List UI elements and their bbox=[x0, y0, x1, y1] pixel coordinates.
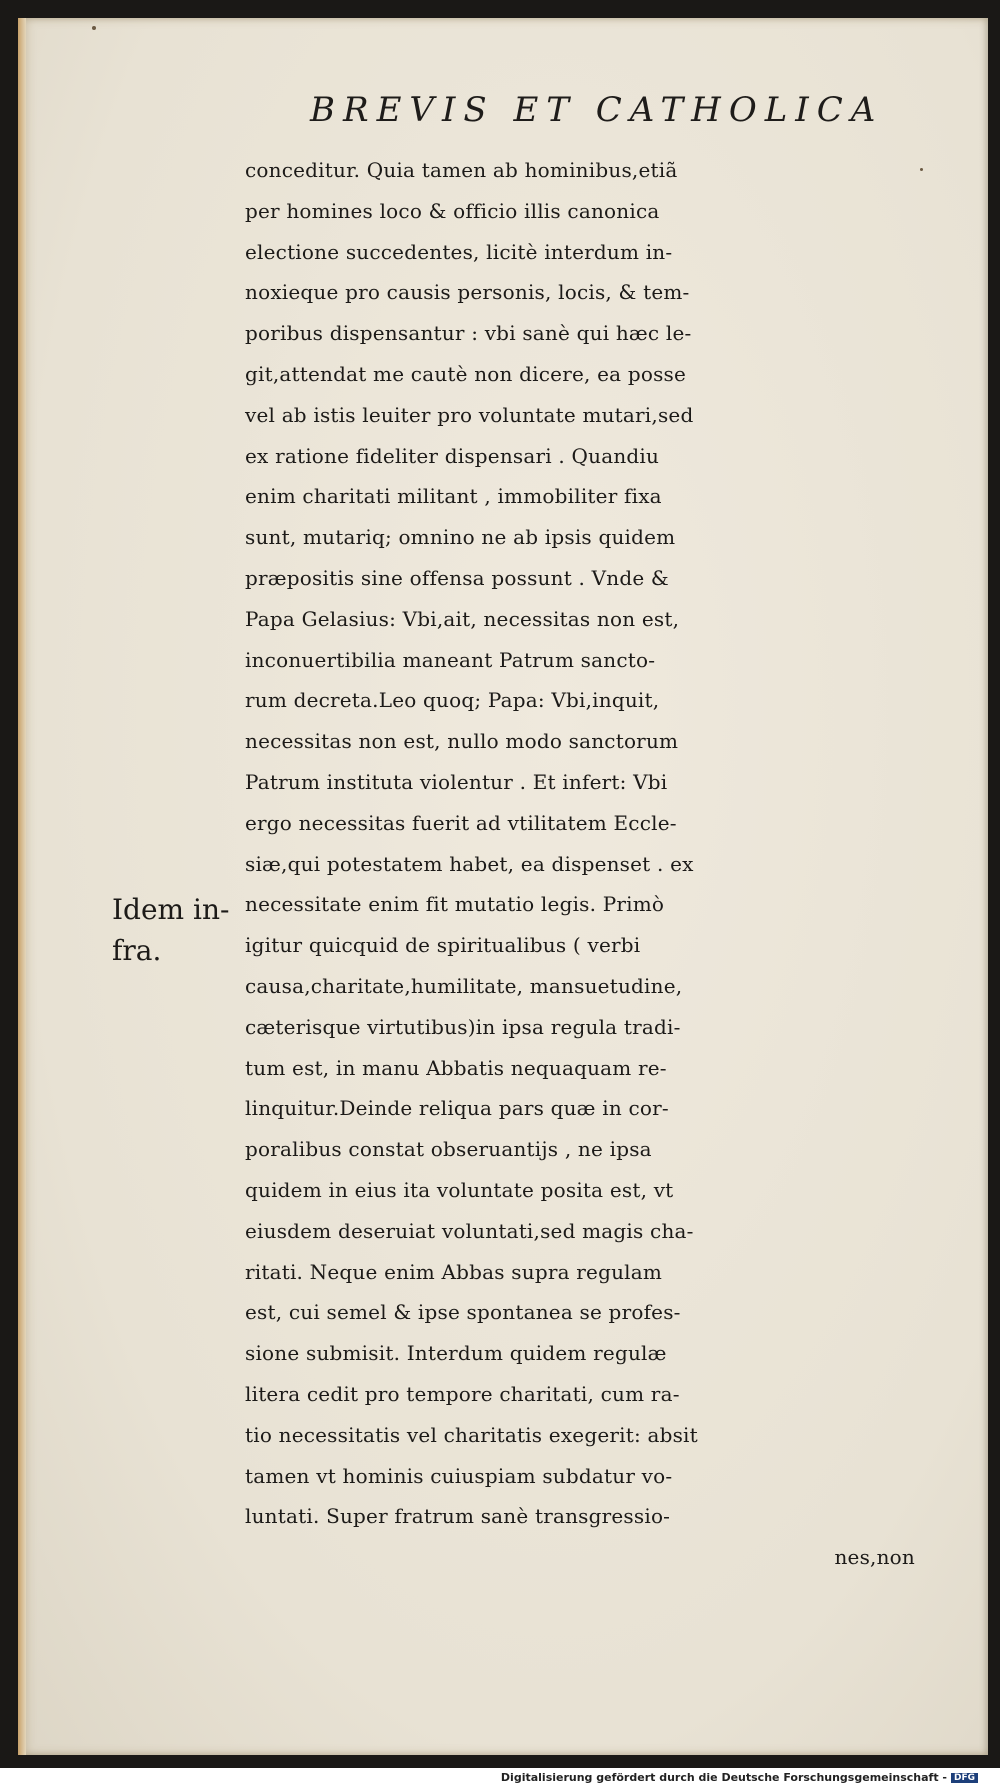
text-line: litera cedit pro tempore charitati, cum ra- bbox=[245, 1381, 680, 1406]
text-line: linquitur.Deinde reliqua pars quæ in cor- bbox=[245, 1096, 669, 1121]
text-line: sione submisit. Interdum quidem regulæ bbox=[245, 1341, 667, 1366]
ink-speck bbox=[92, 26, 96, 30]
text-line: poralibus constat obseruantijs , ne ipsa bbox=[245, 1137, 652, 1162]
text-line: vel ab istis leuiter pro voluntate mutari,sed bbox=[245, 402, 694, 427]
text-line: causa,charitate,humilitate, mansuetudine, bbox=[245, 973, 683, 998]
text-line: tio necessitatis vel charitatis exegerit: absit bbox=[245, 1422, 698, 1447]
text-line: Patrum instituta violentur . Et infert: Vbi bbox=[245, 769, 668, 794]
marginal-note bbox=[112, 890, 229, 972]
text-line: git,attendat me cautè non dicere, ea posse bbox=[245, 361, 687, 386]
text-line: ex ratione fideliter dispensari . Quandiu bbox=[245, 443, 660, 468]
marginal-note-line: Idem in- bbox=[112, 893, 230, 926]
page-edge bbox=[18, 18, 26, 1755]
text-line: est, cui semel & ipse spontanea se profes- bbox=[245, 1300, 681, 1325]
text-line: præpositis sine offensa possunt . Vnde & bbox=[245, 565, 669, 590]
text-line: eiusdem deseruiat voluntati,sed magis cha- bbox=[245, 1218, 694, 1243]
running-head: BREVIS ET CATHOLICA bbox=[310, 90, 884, 130]
text-line: conceditur. Quia tamen ab hominibus,etiã bbox=[245, 158, 678, 182]
text-line: nes,non bbox=[834, 1545, 915, 1570]
dfg-logo: DFG bbox=[951, 1773, 978, 1783]
text-line: poribus dispensantur : vbi sanè qui hæc le- bbox=[245, 321, 692, 346]
digitization-credit bbox=[501, 1771, 978, 1784]
text-line: Papa Gelasius: Vbi,ait, necessitas non est, bbox=[245, 606, 680, 631]
body-text bbox=[245, 150, 925, 1578]
text-line: tamen vt hominis cuiuspiam subdatur vo- bbox=[245, 1463, 673, 1488]
text-line: electione succedentes, licitè interdum in- bbox=[245, 239, 673, 264]
text-line: cæterisque virtutibus)in ipsa regula tradi- bbox=[245, 1014, 681, 1039]
text-line: inconuertibilia maneant Patrum sancto- bbox=[245, 647, 656, 672]
text-line: per homines loco & officio illis canonica bbox=[245, 198, 660, 223]
text-line: rum decreta.Leo quoq; Papa: Vbi,inquit, bbox=[245, 688, 660, 713]
credit-text: Digitalisierung gefördert durch die Deutsche Forschungsgemeinschaft - bbox=[500, 1771, 947, 1784]
text-line: igitur quicquid de spiritualibus ( verbi bbox=[245, 933, 641, 958]
text-line: necessitas non est, nullo modo sanctorum bbox=[245, 729, 679, 754]
text-line: enim charitati militant , immobiliter fixa bbox=[245, 484, 662, 509]
text-line: luntati. Super fratrum sanè transgressio- bbox=[245, 1504, 671, 1529]
text-line: siæ,qui potestatem habet, ea dispenset . ex bbox=[245, 851, 694, 876]
text-line: necessitate enim fit mutatio legis. Primò bbox=[245, 892, 665, 917]
text-line: tum est, in manu Abbatis nequaquam re- bbox=[245, 1055, 667, 1080]
marginal-note-line: fra. bbox=[112, 933, 162, 967]
text-line: sunt, mutariq; omnino ne ab ipsis quidem bbox=[245, 525, 676, 550]
text-line: ergo necessitas fuerit ad vtilitatem Eccle- bbox=[245, 810, 677, 835]
text-line: noxieque pro causis personis, locis, & tem- bbox=[245, 280, 690, 305]
text-line: quidem in eius ita voluntate posita est, vt bbox=[245, 1177, 674, 1202]
text-line: ritati. Neque enim Abbas supra regulam bbox=[245, 1259, 663, 1284]
